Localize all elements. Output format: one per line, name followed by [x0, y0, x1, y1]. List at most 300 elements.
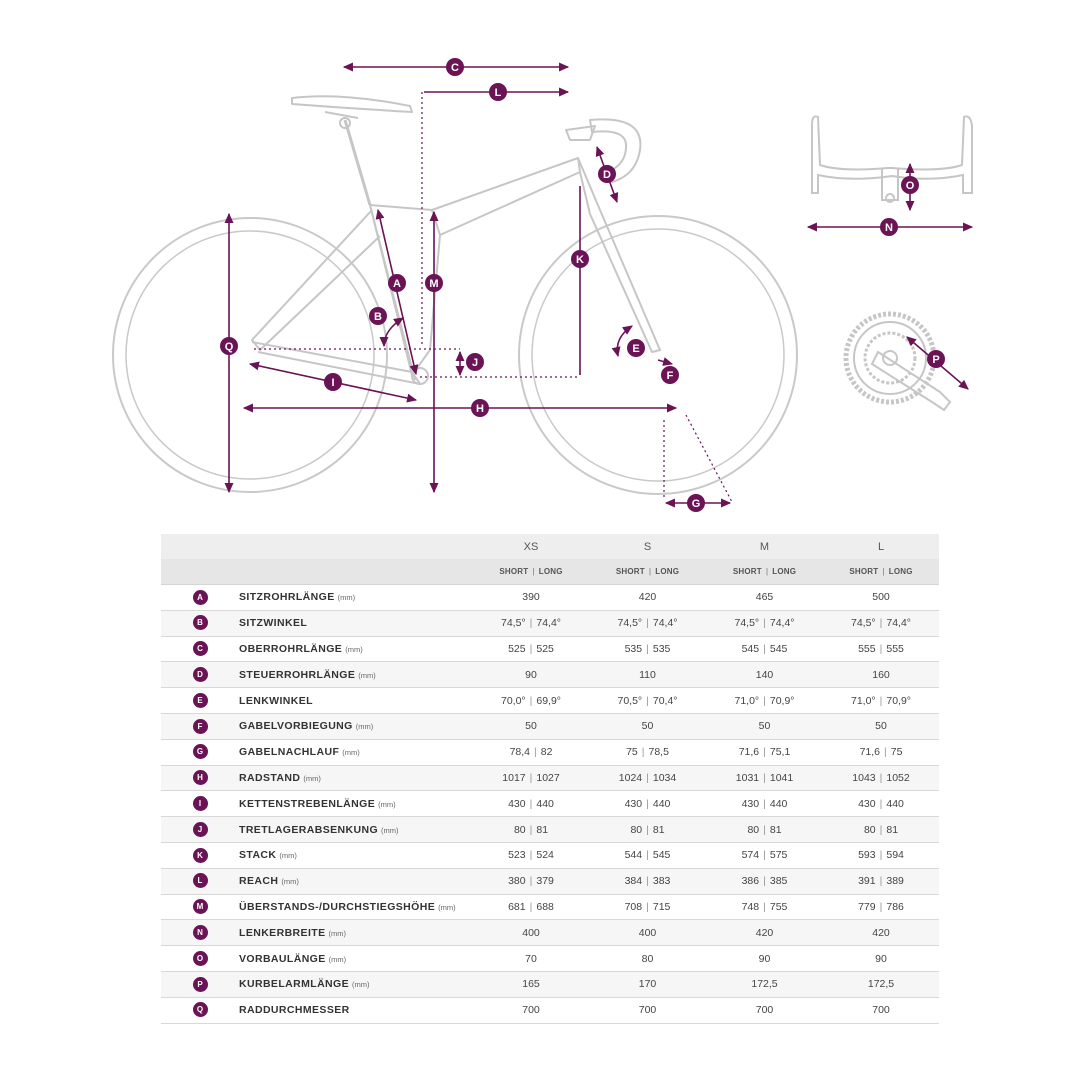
- value-cell: [706, 585, 823, 611]
- value-cell: [473, 662, 589, 688]
- value-cell: [706, 842, 823, 868]
- value-cell: [473, 971, 589, 997]
- short-value: 544: [624, 849, 643, 862]
- row-unit: (mm): [352, 980, 370, 990]
- frame: [252, 96, 660, 384]
- value-cell: [473, 739, 589, 765]
- row-letter-cell: [161, 765, 239, 791]
- separator: |: [529, 642, 533, 655]
- value: 172,5: [751, 978, 778, 991]
- separator: |: [646, 771, 649, 784]
- value-cell: [473, 946, 589, 972]
- separator: |: [763, 823, 766, 836]
- value-cell: [589, 946, 706, 972]
- value: 50: [641, 720, 654, 733]
- dimension-label-n: [880, 218, 898, 236]
- value-cell: [589, 739, 706, 765]
- value-cell: [589, 688, 706, 714]
- value-cell: [706, 765, 823, 791]
- row-name-cell: [239, 946, 473, 972]
- dimension-letter: L: [494, 87, 502, 99]
- value-cell: [589, 894, 706, 920]
- value-cell: [823, 971, 939, 997]
- separator: |: [529, 771, 533, 784]
- row-unit: (mm): [337, 593, 356, 603]
- front-wheel: [519, 216, 797, 494]
- table-row: [161, 842, 939, 868]
- separator: |: [765, 567, 769, 576]
- value-cell: [473, 688, 589, 714]
- value-cell: [473, 791, 589, 817]
- short-value: 71,6: [859, 746, 880, 759]
- separator: |: [879, 900, 883, 913]
- value: 140: [755, 668, 774, 681]
- separator: |: [879, 771, 883, 784]
- dimension-label-a: [388, 274, 406, 292]
- short-value: 74,5°: [500, 617, 526, 630]
- short-value: 71,6: [738, 746, 760, 759]
- dimension-label-o: [901, 176, 919, 194]
- short-value: 78,4: [509, 746, 530, 759]
- value-cell: [589, 842, 706, 868]
- long-value: 81: [652, 823, 665, 836]
- value-cell: [823, 817, 939, 843]
- short-value: 535: [624, 642, 643, 655]
- value: 420: [755, 926, 774, 939]
- value: 50: [525, 720, 537, 733]
- short-value: 430: [858, 797, 876, 810]
- separator: |: [646, 617, 649, 630]
- dimension-letter: Q: [224, 341, 234, 353]
- short-value: 74,5°: [850, 617, 876, 630]
- row-letter-cell: [161, 894, 239, 920]
- value: 90: [875, 952, 887, 965]
- value: 90: [758, 952, 771, 965]
- row-unit: (mm): [279, 851, 297, 861]
- long-value: 74,4°: [652, 617, 678, 630]
- short-value: 430: [508, 797, 526, 810]
- row-name-cell: [239, 739, 473, 765]
- value-cell: [706, 971, 823, 997]
- separator: |: [763, 642, 766, 655]
- short-value: 593: [858, 849, 876, 862]
- dimension-letter: K: [576, 254, 584, 266]
- dimension-letter: J: [471, 357, 479, 369]
- separator: |: [646, 849, 649, 862]
- value-cell: [589, 713, 706, 739]
- row-letter-badge: A: [193, 590, 208, 605]
- short-value: 681: [508, 900, 526, 913]
- value-cell: [473, 817, 589, 843]
- separator: |: [529, 875, 533, 888]
- short-long-header-row: [161, 559, 939, 585]
- long-value: 535: [652, 642, 671, 655]
- geometry-table-body: [161, 585, 939, 1024]
- table-row: [161, 585, 939, 611]
- value-cell: [473, 868, 589, 894]
- row-name-cell: [239, 842, 473, 868]
- short-value: 380: [508, 875, 526, 888]
- value-cell: [823, 636, 939, 662]
- row-unit: (mm): [303, 773, 321, 783]
- value-cell: [473, 997, 589, 1023]
- header-empty-cell: [161, 559, 239, 585]
- short-value: 555: [858, 642, 876, 655]
- separator: |: [646, 900, 649, 913]
- long-value: 545: [652, 849, 671, 862]
- separator: |: [879, 642, 883, 655]
- short-value: 1017: [502, 771, 526, 784]
- separator: |: [646, 875, 649, 888]
- row-name: KURBELARMLÄNGE: [239, 978, 350, 991]
- value-cell: [823, 791, 939, 817]
- value-cell: [589, 868, 706, 894]
- long-value: 379: [536, 875, 554, 888]
- dimension-label-k: [571, 250, 589, 268]
- value-cell: [589, 765, 706, 791]
- row-name: SITZWINKEL: [239, 617, 308, 630]
- value: 400: [522, 926, 540, 939]
- short-value: 545: [741, 642, 760, 655]
- value: 160: [872, 668, 890, 681]
- row-letter-cell: [161, 713, 239, 739]
- row-letter-cell: [161, 739, 239, 765]
- row-name-cell: [239, 713, 473, 739]
- value-cell: [473, 636, 589, 662]
- size-header-s: S: [589, 534, 706, 559]
- value: 420: [638, 591, 657, 604]
- value-cell: [589, 971, 706, 997]
- table-row: [161, 817, 939, 843]
- dimension-label-b: [369, 307, 387, 325]
- row-name: LENKERBREITE: [239, 926, 326, 939]
- short-value: 391: [858, 875, 876, 888]
- long-value: 389: [886, 875, 904, 888]
- separator: |: [763, 849, 766, 862]
- row-letter-badge: Q: [193, 1002, 208, 1017]
- row-letter-badge: I: [193, 796, 208, 811]
- long-value: 715: [652, 900, 671, 913]
- row-name-cell: [239, 636, 473, 662]
- long-label: LONG: [538, 567, 563, 576]
- row-letter-badge: J: [193, 822, 208, 837]
- separator: |: [648, 567, 652, 576]
- value-cell: [706, 920, 823, 946]
- value: 400: [638, 926, 657, 939]
- table-row: [161, 636, 939, 662]
- long-value: 786: [886, 900, 904, 913]
- value-cell: [823, 713, 939, 739]
- dimension-letter: I: [331, 377, 335, 389]
- row-name: GABELVORBIEGUNG: [239, 720, 353, 733]
- row-unit: (mm): [355, 722, 374, 732]
- value: 165: [522, 978, 540, 991]
- row-name-cell: [239, 791, 473, 817]
- row-letter-badge: H: [193, 770, 208, 785]
- value-cell: [706, 662, 823, 688]
- value-cell: [589, 791, 706, 817]
- row-letter-badge: E: [193, 693, 208, 708]
- long-value: 78,5: [648, 746, 669, 759]
- dimension-label-q: [220, 337, 238, 355]
- separator: |: [646, 823, 649, 836]
- row-letter-cell: [161, 997, 239, 1023]
- short-value: 525: [508, 642, 526, 655]
- value: 50: [758, 720, 771, 733]
- header-empty-cell: [239, 559, 473, 585]
- long-value: 81: [769, 823, 782, 836]
- geometry-table: [161, 534, 939, 1024]
- short-value: 75: [626, 746, 638, 759]
- row-name: RADDURCHMESSER: [239, 1004, 350, 1017]
- short-label: SHORT: [499, 567, 529, 576]
- short-value: 386: [741, 875, 760, 888]
- dimension-letter: C: [451, 62, 459, 74]
- row-letter-cell: [161, 946, 239, 972]
- value-cell: [706, 610, 823, 636]
- row-name-cell: [239, 868, 473, 894]
- long-value: 755: [769, 900, 788, 913]
- separator: |: [763, 875, 766, 888]
- value-cell: [706, 739, 823, 765]
- short-label: SHORT: [615, 567, 645, 576]
- row-name: RADSTAND: [239, 771, 301, 784]
- value-cell: [589, 585, 706, 611]
- short-value: 74,5°: [617, 617, 643, 630]
- separator: |: [882, 567, 885, 576]
- value-cell: [706, 868, 823, 894]
- dim-f-line: [658, 360, 672, 364]
- value: 700: [872, 1004, 890, 1017]
- long-value: 1027: [536, 771, 560, 784]
- value-cell: [473, 610, 589, 636]
- value-cell: [473, 765, 589, 791]
- long-value: 74,4°: [769, 617, 795, 630]
- table-row: [161, 868, 939, 894]
- bike-drawing: [0, 0, 1080, 530]
- long-value: 555: [886, 642, 904, 655]
- row-name-cell: [239, 688, 473, 714]
- dimension-letter: N: [885, 222, 893, 234]
- short-value: 80: [630, 823, 643, 836]
- row-letter-badge: O: [193, 951, 208, 966]
- value-cell: [823, 946, 939, 972]
- value-cell: [473, 894, 589, 920]
- table-row: [161, 894, 939, 920]
- dimension-label-c: [446, 58, 464, 76]
- row-letter-badge: L: [193, 873, 208, 888]
- separator: |: [646, 694, 649, 707]
- value-cell: [823, 585, 939, 611]
- separator: |: [763, 694, 766, 707]
- row-unit: (mm): [345, 644, 363, 654]
- row-name-cell: [239, 662, 473, 688]
- long-value: 440: [769, 797, 788, 810]
- value-cell: [473, 920, 589, 946]
- long-value: 70,9°: [769, 694, 795, 707]
- long-value: 1041: [769, 771, 794, 784]
- row-name-cell: [239, 894, 473, 920]
- row-name: LENKWINKEL: [239, 694, 313, 707]
- long-value: 69,9°: [536, 694, 561, 707]
- value: 700: [755, 1004, 774, 1017]
- table-row: [161, 971, 939, 997]
- value: 420: [872, 926, 890, 939]
- long-value: 82: [540, 746, 553, 759]
- dimension-letter: H: [476, 403, 484, 415]
- separator: |: [884, 746, 887, 759]
- row-letter-cell: [161, 636, 239, 662]
- size-header-xs: XS: [473, 534, 589, 559]
- value-cell: [823, 868, 939, 894]
- row-name-cell: [239, 971, 473, 997]
- dimension-letter: O: [905, 180, 915, 192]
- table-row: [161, 765, 939, 791]
- dimension-label-h: [471, 399, 489, 417]
- row-unit: (mm): [328, 928, 346, 938]
- row-name-cell: [239, 765, 473, 791]
- row-letter-badge: G: [193, 744, 208, 759]
- separator: |: [529, 823, 533, 836]
- long-value: 545: [769, 642, 788, 655]
- value-cell: [823, 894, 939, 920]
- table-row: [161, 713, 939, 739]
- table-row: [161, 946, 939, 972]
- short-long-header: [823, 559, 939, 585]
- row-name-cell: [239, 817, 473, 843]
- row-name: OBERROHRLÄNGE: [239, 642, 343, 655]
- short-value: 1031: [735, 771, 760, 784]
- short-value: 384: [624, 875, 643, 888]
- long-label: LONG: [772, 567, 797, 576]
- table-row: [161, 997, 939, 1023]
- size-header-m: M: [706, 534, 823, 559]
- short-value: 430: [624, 797, 643, 810]
- long-value: 440: [652, 797, 671, 810]
- row-name: STACK: [239, 849, 277, 862]
- short-value: 748: [741, 900, 760, 913]
- row-letter-cell: [161, 610, 239, 636]
- row-unit: (mm): [342, 748, 360, 758]
- table-row: [161, 688, 939, 714]
- separator: |: [763, 771, 766, 784]
- value-cell: [589, 636, 706, 662]
- short-label: SHORT: [849, 567, 879, 576]
- long-value: 1034: [652, 771, 677, 784]
- long-value: 1052: [886, 771, 910, 784]
- separator: |: [646, 797, 649, 810]
- value-cell: [706, 713, 823, 739]
- separator: |: [763, 746, 766, 759]
- short-label: SHORT: [732, 567, 762, 576]
- dimension-letter: F: [666, 370, 674, 382]
- short-value: 70,5°: [617, 694, 643, 707]
- row-letter-badge: B: [193, 615, 208, 630]
- short-value: 1024: [618, 771, 643, 784]
- separator: |: [879, 849, 883, 862]
- value: 110: [639, 668, 656, 681]
- separator: |: [646, 642, 649, 655]
- value-cell: [823, 739, 939, 765]
- size-header-l: L: [823, 534, 939, 559]
- header-empty-cell: [239, 534, 473, 559]
- dimension-letter: B: [374, 311, 382, 323]
- value-cell: [823, 920, 939, 946]
- short-value: 80: [513, 823, 526, 836]
- value: 90: [525, 668, 537, 681]
- separator: |: [763, 900, 766, 913]
- separator: |: [763, 617, 766, 630]
- long-value: 575: [769, 849, 788, 862]
- short-long-header: [589, 559, 706, 585]
- dimension-letter: E: [632, 343, 640, 355]
- value: 172,5: [867, 978, 895, 991]
- value-cell: [706, 791, 823, 817]
- separator: |: [529, 900, 533, 913]
- dimension-label-i: [324, 373, 342, 391]
- value-cell: [589, 662, 706, 688]
- value: 500: [872, 591, 890, 604]
- separator: |: [534, 746, 537, 759]
- long-value: 74,4°: [886, 617, 911, 630]
- table-row: [161, 662, 939, 688]
- short-value: 574: [741, 849, 760, 862]
- value-cell: [706, 817, 823, 843]
- row-letter-badge: C: [193, 641, 208, 656]
- dimension-letter: A: [393, 278, 401, 290]
- value-cell: [589, 817, 706, 843]
- row-letter-badge: F: [193, 719, 208, 734]
- dimension-label-l: [489, 83, 507, 101]
- row-name-cell: [239, 585, 473, 611]
- separator: |: [879, 694, 883, 707]
- rear-rim: [126, 231, 374, 479]
- short-value: 708: [624, 900, 643, 913]
- value-cell: [823, 842, 939, 868]
- row-name-cell: [239, 920, 473, 946]
- dimension-label-e: [627, 339, 645, 357]
- row-letter-badge: N: [193, 925, 208, 940]
- header-empty-cell: [161, 534, 239, 559]
- dimension-label-m: [425, 274, 443, 292]
- dimension-letter: D: [603, 169, 611, 181]
- long-value: 525: [536, 642, 554, 655]
- long-value: 440: [536, 797, 554, 810]
- row-name: VORBAULÄNGE: [239, 952, 326, 965]
- table-row: [161, 791, 939, 817]
- value-cell: [706, 946, 823, 972]
- bike-geometry-diagram: [0, 0, 1080, 530]
- short-value: 523: [508, 849, 526, 862]
- dimension-letter: P: [932, 354, 940, 366]
- handlebar-front-view: [812, 116, 972, 202]
- row-letter-cell: [161, 585, 239, 611]
- row-letter-cell: [161, 688, 239, 714]
- dimension-letter: M: [429, 278, 439, 290]
- separator: |: [532, 567, 535, 576]
- dimension-letter: G: [691, 498, 701, 510]
- row-letter-badge: P: [193, 977, 208, 992]
- table-row: [161, 920, 939, 946]
- dimension-label-d: [598, 165, 616, 183]
- row-name: ÜBERSTANDS-/DURCHSTIEGSHÖHE: [239, 900, 436, 913]
- short-value: 430: [741, 797, 760, 810]
- separator: |: [879, 875, 883, 888]
- row-letter-cell: [161, 817, 239, 843]
- size-header-row: [161, 534, 939, 559]
- separator: |: [529, 849, 533, 862]
- separator: |: [763, 797, 766, 810]
